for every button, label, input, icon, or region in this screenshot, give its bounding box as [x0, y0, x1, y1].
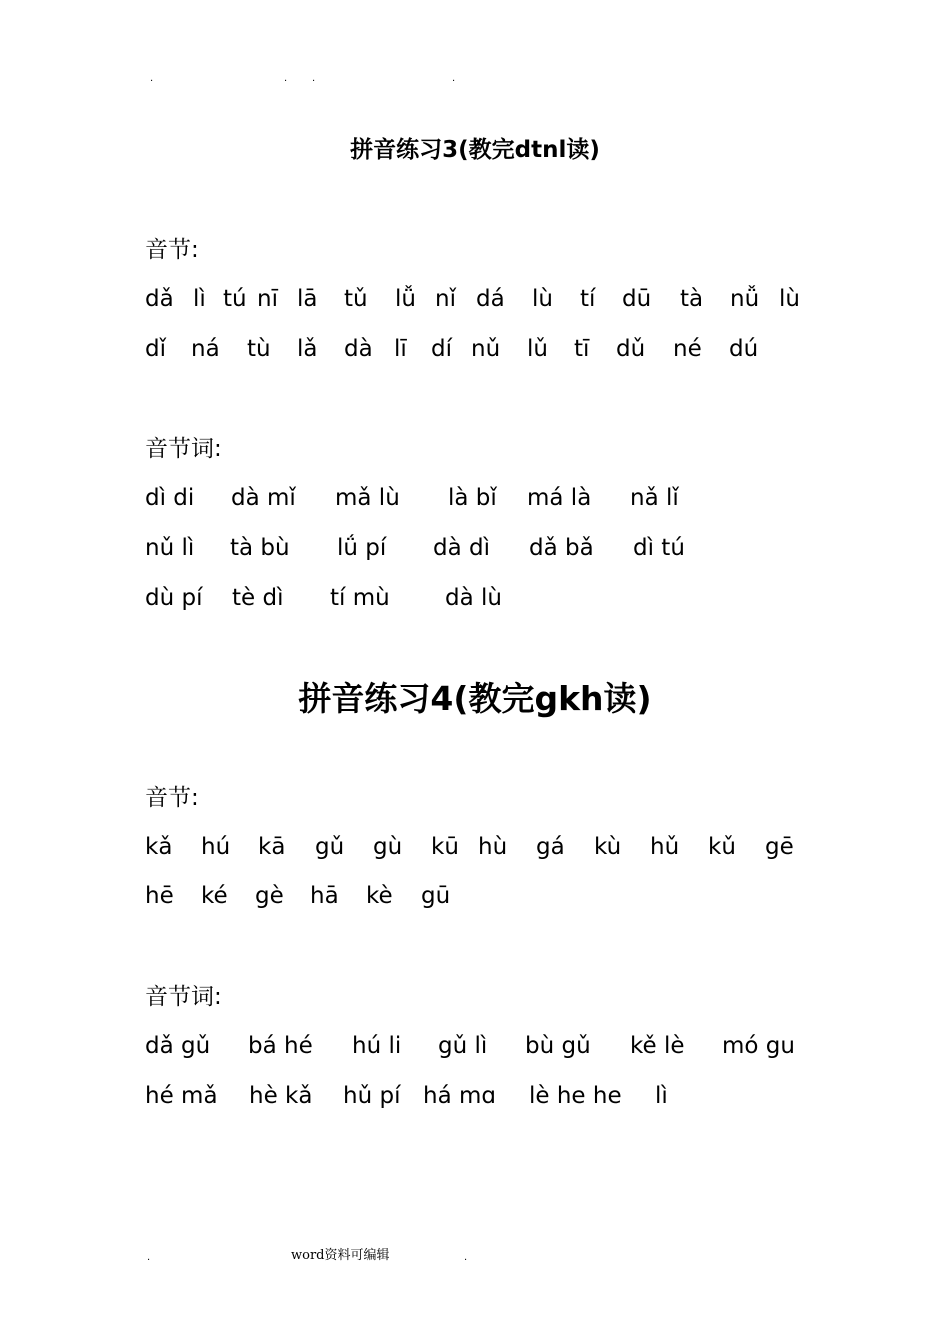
syllable: hā	[310, 883, 339, 909]
syllable: gù	[373, 834, 403, 860]
syllable-word: nǔ lì	[145, 535, 195, 561]
syllable: kù	[594, 834, 622, 860]
syllable: né	[673, 336, 702, 362]
syllable-word: tà bù	[230, 535, 290, 561]
syllable: kā	[258, 834, 286, 860]
syllable-word: nǎ lǐ	[630, 485, 679, 511]
header-dot: .	[284, 73, 288, 84]
header-dot: .	[312, 73, 316, 84]
syllable-word: dà mǐ	[231, 485, 296, 511]
syllable: lù	[532, 286, 553, 312]
syllable: kū	[431, 834, 459, 860]
syllable: ná	[191, 336, 220, 362]
syllable-word: há mɑ	[423, 1083, 496, 1109]
syllable: tǔ	[344, 286, 368, 312]
syllable-word: bù gǔ	[525, 1033, 591, 1059]
section4-syllable-row-1	[145, 832, 845, 862]
syllable-word: mǎ lù	[335, 485, 400, 511]
syllable-word: dà dì	[433, 535, 490, 561]
syllable: dǎ	[145, 286, 174, 312]
section3-word-row-3	[145, 583, 845, 613]
syllable: dǐ	[145, 336, 166, 362]
syllable: kè	[366, 883, 393, 909]
syllable: dí	[431, 336, 452, 362]
syllable: hē	[145, 883, 174, 909]
syllable-word: là bǐ	[448, 485, 497, 511]
syllable: lǚ	[395, 286, 416, 312]
syllable-word: lǘ pí	[337, 535, 387, 561]
syllable: tí	[580, 286, 596, 312]
section3-words-label: 音节词:	[145, 436, 222, 462]
syllable: dà	[344, 336, 373, 362]
syllable-word: dà lù	[445, 585, 502, 611]
syllable: nī	[257, 286, 278, 312]
section4-syllable-row-2	[145, 881, 845, 911]
syllable: kǔ	[708, 834, 736, 860]
syllable-word: dì di	[145, 485, 195, 511]
syllable: dū	[622, 286, 652, 312]
syllable: dú	[729, 336, 759, 362]
section4-word-row-2	[145, 1081, 845, 1111]
section3-syllable-row-2	[145, 334, 845, 364]
section3-syllable-row-1	[145, 284, 845, 314]
section4-word-row-1	[145, 1031, 845, 1061]
header-dot: .	[150, 73, 154, 84]
syllable: hǔ	[650, 834, 680, 860]
section3-word-row-2	[145, 533, 845, 563]
syllable-word: lì	[655, 1083, 668, 1109]
syllable-word: lè he he	[529, 1083, 622, 1109]
syllable: hú	[201, 834, 231, 860]
syllable: lǎ	[297, 336, 318, 362]
syllable-word: hú li	[352, 1033, 402, 1059]
syllable: tà	[680, 286, 704, 312]
syllable-word: dì tú	[633, 535, 685, 561]
syllable: gá	[536, 834, 565, 860]
syllable: hù	[478, 834, 508, 860]
syllable: tù	[247, 336, 271, 362]
section3-syllables-label: 音节:	[145, 237, 199, 263]
syllable: gǔ	[315, 834, 345, 860]
section4-syllables-label: 音节:	[145, 785, 199, 811]
syllable-word: kě lè	[630, 1033, 685, 1059]
syllable-word: hé mǎ	[145, 1083, 218, 1109]
syllable: nǚ	[730, 286, 760, 312]
syllable: lā	[297, 286, 318, 312]
syllable: dá	[476, 286, 505, 312]
section4-words-label: 音节词:	[145, 984, 222, 1010]
syllable-word: dǎ gǔ	[145, 1033, 211, 1059]
syllable-word: tí mù	[330, 585, 390, 611]
syllable-word: gǔ lì	[438, 1033, 488, 1059]
syllable: ké	[201, 883, 228, 909]
syllable: lǔ	[527, 336, 548, 362]
syllable: kǎ	[145, 834, 173, 860]
syllable-word: hè kǎ	[249, 1083, 313, 1109]
syllable-word: hǔ pí	[343, 1083, 401, 1109]
section3-word-row-1	[145, 483, 845, 513]
syllable: nǔ	[471, 336, 501, 362]
section3-title: 拼音练习3(教完dtnl读)	[350, 137, 600, 163]
syllable-word: dù pí	[145, 585, 203, 611]
syllable-word: dǎ bǎ	[529, 535, 594, 561]
syllable: gè	[255, 883, 284, 909]
footer-text: word资料可编辑	[291, 1248, 390, 1263]
footer-dot: .	[464, 1252, 468, 1263]
syllable: tī	[574, 336, 590, 362]
syllable: gē	[765, 834, 794, 860]
header-dot: .	[452, 73, 456, 84]
section4-title: 拼音练习4(教完gkh读)	[298, 679, 652, 718]
syllable-word: mó gu	[722, 1033, 795, 1059]
syllable: dǔ	[616, 336, 646, 362]
syllable: lù	[779, 286, 800, 312]
syllable-word: tè dì	[232, 585, 284, 611]
syllable-word: má là	[527, 485, 592, 511]
syllable: gū	[421, 883, 451, 909]
syllable: lì	[193, 286, 206, 312]
syllable: lī	[394, 336, 407, 362]
footer-dot: .	[147, 1252, 151, 1263]
syllable-word: bá hé	[248, 1033, 313, 1059]
syllable: tú	[223, 286, 247, 312]
syllable: nǐ	[435, 286, 456, 312]
